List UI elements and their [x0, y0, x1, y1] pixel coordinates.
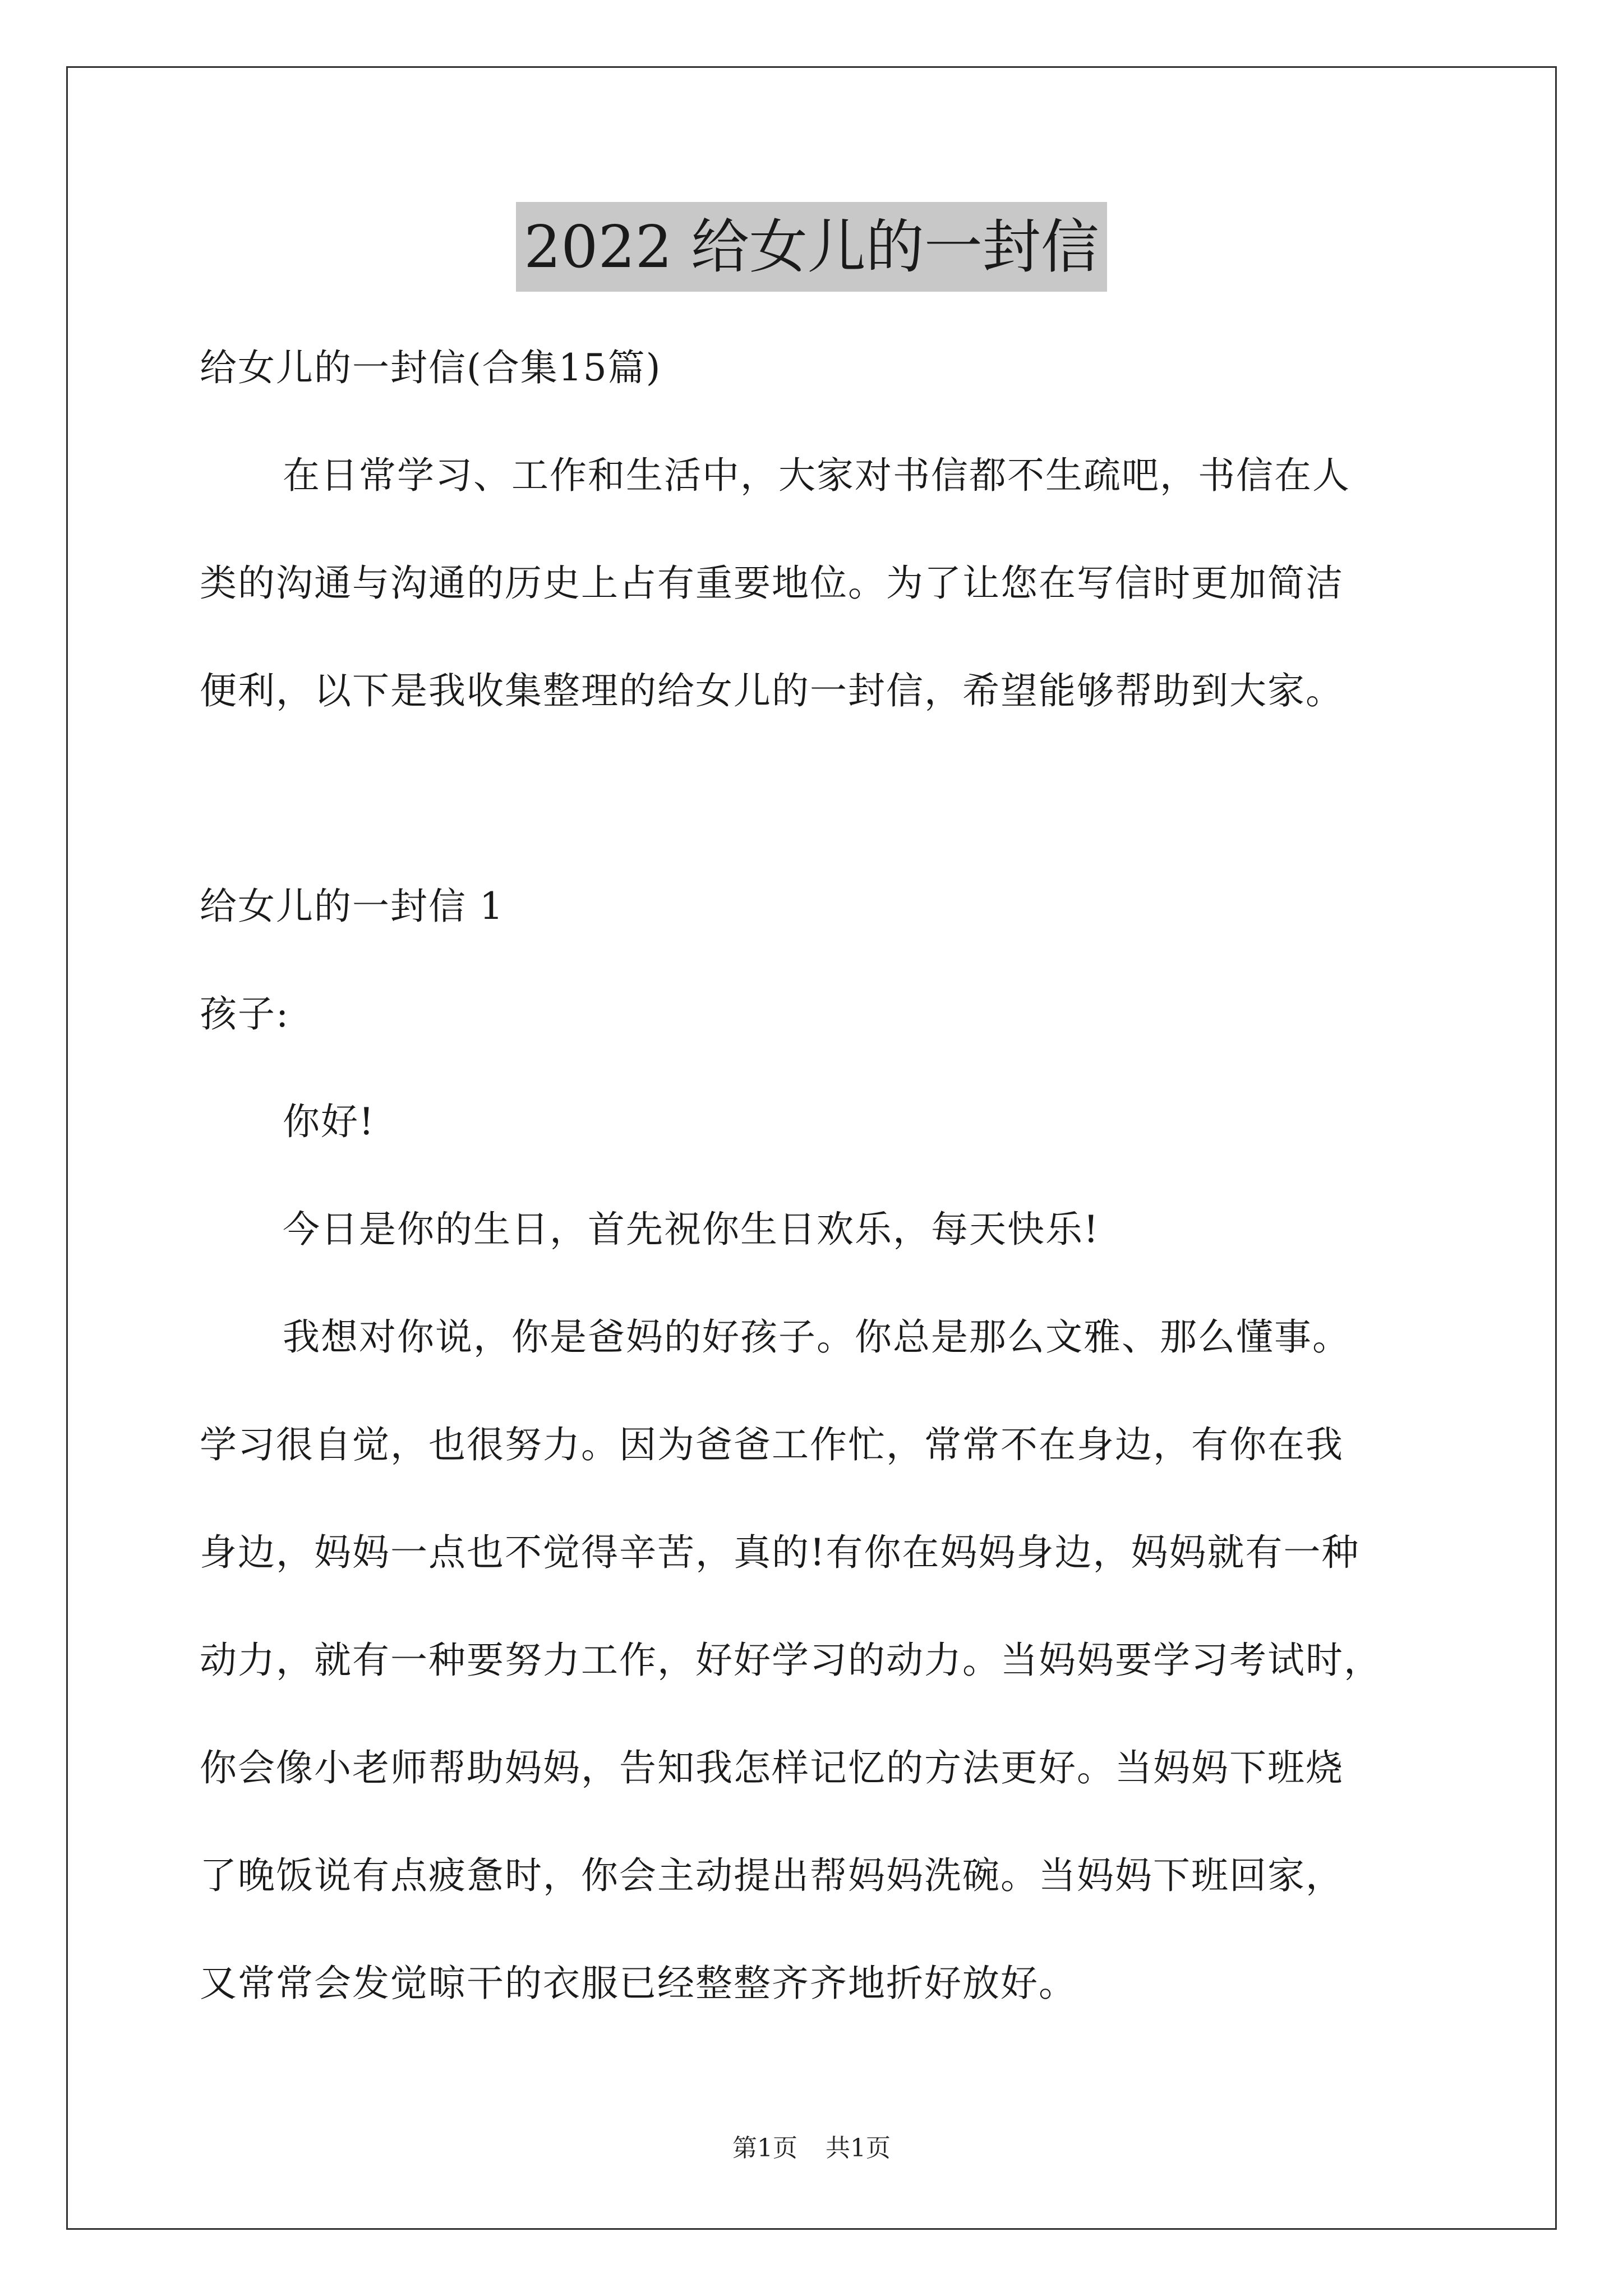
title-container	[0, 202, 1623, 292]
page-number-total: 共1页	[826, 2134, 891, 2162]
spacer	[200, 745, 1422, 853]
body-line-7: 又常常会发觉晾干的衣服已经整整齐齐地折好放好。	[200, 1962, 1077, 2005]
document-title: 2022 给女儿的一封信	[516, 202, 1107, 292]
birthday-line: 今日是你的生日，首先祝你生日欢乐，每天快乐!	[283, 1208, 1100, 1251]
body-line-4: 动力，就有一种要努力工作，好好学习的动力。当妈妈要学习考试时，	[200, 1639, 1382, 1682]
body-line-3: 身边，妈妈一点也不觉得辛苦，真的!有你在妈妈身边，妈妈就有一种	[200, 1531, 1360, 1574]
document-body	[200, 314, 1422, 2037]
body-line-1: 我想对你说，你是爸妈的好孩子。你总是那么文雅、那么懂事。	[283, 1315, 1350, 1359]
body-line-6: 了晚饭说有点疲惫时，你会主动提出帮妈妈洗碗。当妈妈下班回家，	[200, 1854, 1344, 1897]
page-footer	[0, 2132, 1623, 2165]
greeting: 你好!	[283, 1100, 375, 1143]
body-line-2: 学习很自觉，也很努力。因为爸爸工作忙，常常不在身边，有你在我	[200, 1423, 1344, 1466]
intro-line-2: 类的沟通与沟通的历史上占有重要地位。为了让您在写信时更加简洁	[200, 562, 1344, 605]
body-line-5: 你会像小老师帮助妈妈，告知我怎样记忆的方法更好。当妈妈下班烧	[200, 1746, 1344, 1789]
intro-line-3: 便利，以下是我收集整理的给女儿的一封信，希望能够帮助到大家。	[200, 669, 1344, 712]
subtitle: 给女儿的一封信(合集15篇)	[200, 346, 662, 389]
salutation: 孩子:	[200, 992, 290, 1036]
page-number-current: 第1页	[732, 2134, 797, 2162]
intro-line-1: 在日常学习、工作和生活中，大家对书信都不生疏吧，书信在人	[283, 454, 1350, 497]
section-heading: 给女儿的一封信 1	[200, 885, 504, 928]
